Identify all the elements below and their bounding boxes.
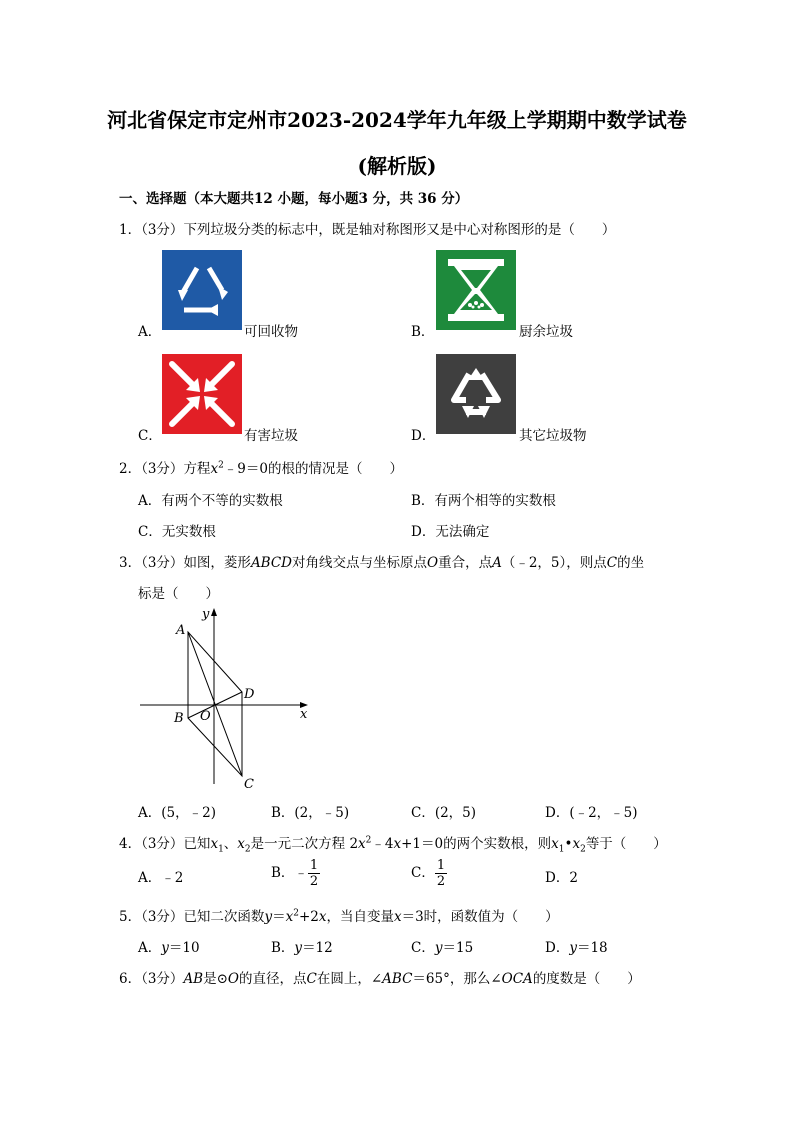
- math-c: C: [306, 971, 317, 987]
- option-b-caption: 厨余垃圾: [519, 324, 573, 340]
- math-o: O: [427, 555, 439, 571]
- option-d-label: D．: [411, 428, 436, 444]
- question-number: 2．: [119, 461, 142, 477]
- q2-option-a: A．有两个不等的实数根: [138, 493, 283, 509]
- question-stem: 方程: [183, 461, 211, 477]
- math-x: x: [393, 909, 402, 925]
- stem-part: +2: [298, 909, 319, 925]
- math-y: y: [264, 909, 273, 925]
- math-abcd: ABCD: [250, 555, 293, 571]
- option-letter: A．: [138, 940, 162, 956]
- stem-part: 的坐: [617, 555, 645, 571]
- q4-option-c: [411, 858, 447, 889]
- document-subtitle: (解析版): [357, 154, 437, 178]
- math-x: x: [393, 836, 402, 852]
- question-number: 4．: [119, 836, 142, 852]
- stem-part: 的直径，点: [239, 971, 307, 987]
- q4-option-b: [271, 858, 320, 889]
- q3-option-c: C．(2，5): [411, 805, 477, 821]
- question-1: [119, 218, 615, 238]
- stem-part: 已知二次函数: [183, 909, 265, 925]
- q2-option-d: D．无法确定: [411, 524, 490, 540]
- math-y: y: [569, 940, 577, 956]
- stem-part: ＝3时，函数值为（ ）: [401, 909, 559, 925]
- question-number: 1．: [119, 222, 142, 238]
- label-d: D: [244, 687, 255, 702]
- question-number: 6．: [119, 971, 142, 987]
- math-x: x: [210, 836, 219, 852]
- q3-option-a: A．(5，﹣2): [138, 805, 216, 821]
- stem-part: （﹣2，5），则点: [501, 555, 607, 571]
- q5-option-d: [545, 936, 608, 956]
- subscript: 1: [558, 844, 565, 855]
- stem-part: ＝65°，那么∠: [412, 971, 502, 987]
- q3-option-b: B．(2，﹣5): [271, 805, 350, 821]
- exponent: 2: [218, 460, 224, 471]
- option-a-caption: 可回收物: [244, 324, 298, 340]
- option-letter: D．: [545, 940, 570, 956]
- inward-arrows-hazard-icon: [162, 354, 242, 434]
- stem-part: ＝: [272, 909, 286, 925]
- stem-part: ﹣4: [371, 836, 394, 852]
- label-y: y: [202, 607, 210, 622]
- question-number: 5．: [119, 909, 142, 925]
- document-title: 河北省保定市定州市2023-2024学年九年级上学期期中数学试卷: [107, 108, 687, 132]
- fraction: [435, 858, 447, 889]
- math-y: y: [161, 940, 169, 956]
- label-c: C: [244, 777, 254, 792]
- numerator: 1: [309, 858, 319, 873]
- diagonal-ac: [188, 632, 242, 776]
- q2-option-c: C．无实数根: [138, 524, 216, 540]
- math-a: A: [492, 555, 502, 571]
- exponent: 2: [365, 835, 372, 846]
- numerator: 1: [436, 858, 446, 873]
- option-letter: B．﹣: [271, 865, 308, 881]
- recycle-triangle-icon: [162, 250, 242, 330]
- question-3: [119, 551, 644, 571]
- q2-option-b: B．有两个相等的实数根: [411, 493, 556, 509]
- option-value: ＝15: [442, 940, 474, 956]
- option-value: ＝12: [302, 940, 333, 956]
- question-5: [119, 905, 559, 925]
- question-score: （3分）: [141, 222, 184, 238]
- subscript: 1: [218, 844, 224, 855]
- label-b: B: [174, 711, 184, 726]
- stem-part: +1＝0的两个实数根，则: [401, 836, 552, 852]
- stem-part: 重合，点: [438, 555, 493, 571]
- rhombus-coordinate-figure: [136, 604, 316, 792]
- option-d-caption: 其它垃圾物: [519, 428, 587, 444]
- triangle-arrows-other-icon: [436, 354, 516, 434]
- subscript: 2: [244, 844, 251, 855]
- math-o: O: [227, 971, 239, 987]
- stem-part: 对角线交点与坐标原点: [292, 555, 428, 571]
- q3-option-d: D．(﹣2，﹣5): [545, 805, 638, 821]
- stem-part: 已知: [183, 836, 211, 852]
- stem-part: 、: [223, 836, 238, 852]
- math-c: C: [606, 555, 618, 571]
- option-value: ＝10: [168, 940, 200, 956]
- math-x: x: [572, 836, 581, 852]
- stem-part: 如图，菱形: [183, 555, 251, 571]
- subscript: 2: [580, 844, 586, 855]
- q5-option-a: [138, 936, 200, 956]
- option-c-caption: 有害垃圾: [244, 428, 298, 444]
- math-y: y: [294, 940, 303, 956]
- option-c-label: C．: [138, 428, 162, 444]
- question-number: 3．: [119, 555, 142, 571]
- question-stem-end: ﹣9＝0的根的情况是（ ）: [223, 461, 403, 477]
- question-score: （3分）: [141, 909, 184, 925]
- question-3-line2: 标是（ ）: [138, 586, 219, 602]
- fraction: [308, 858, 320, 889]
- option-b-label: B．: [411, 324, 435, 340]
- hourglass-kitchen-waste-icon: [436, 250, 516, 330]
- denominator: 2: [309, 874, 319, 889]
- q4-option-a: A．﹣2: [138, 870, 184, 886]
- q5-option-c: [411, 936, 473, 956]
- math-x: x: [358, 836, 366, 852]
- option-letter: C．: [411, 865, 435, 881]
- label-a: A: [176, 623, 186, 638]
- math-x: x: [318, 909, 327, 925]
- label-x: x: [300, 707, 308, 722]
- stem-part: •: [564, 836, 573, 852]
- question-stem: 下列垃圾分类的标志中，既是轴对称图形又是中心对称图形的是（ ）: [183, 222, 616, 238]
- stem-part: 是一元二次方程 2: [250, 836, 359, 852]
- question-score: （3分）: [141, 555, 184, 571]
- math-abc: ABC: [382, 971, 413, 987]
- denominator: 2: [436, 874, 446, 889]
- stem-part: 等于（ ）: [585, 836, 667, 852]
- question-4: [119, 832, 667, 855]
- question-score: （3分）: [141, 971, 184, 987]
- label-o: O: [200, 709, 211, 724]
- math-y: y: [434, 940, 443, 956]
- math-oca: OCA: [501, 971, 533, 987]
- math-ab: AB: [183, 971, 204, 987]
- option-letter: C．: [411, 940, 435, 956]
- option-letter: B．: [271, 940, 295, 956]
- exponent: 2: [293, 908, 299, 919]
- question-score: （3分）: [141, 836, 184, 852]
- option-value: ＝18: [576, 940, 608, 956]
- q5-option-b: [271, 936, 333, 956]
- question-2: [119, 457, 403, 477]
- math-x: x: [285, 909, 294, 925]
- section-header: 一、选择题（本大题共12 小题，每小题3 分，共 36 分）: [119, 191, 469, 207]
- stem-part: 是⊙: [203, 971, 228, 987]
- question-score: （3分）: [141, 461, 184, 477]
- math-x: x: [551, 836, 559, 852]
- stem-part: 的度数是（ ）: [532, 971, 641, 987]
- variable-x: x: [210, 461, 219, 477]
- stem-part: ，当自变量: [326, 909, 394, 925]
- math-x: x: [237, 836, 245, 852]
- y-axis-arrow: [211, 608, 217, 616]
- question-6: [119, 967, 641, 987]
- q4-option-d: D．2: [545, 870, 578, 886]
- option-a-label: A．: [138, 324, 162, 340]
- stem-part: 在圆上，∠: [316, 971, 383, 987]
